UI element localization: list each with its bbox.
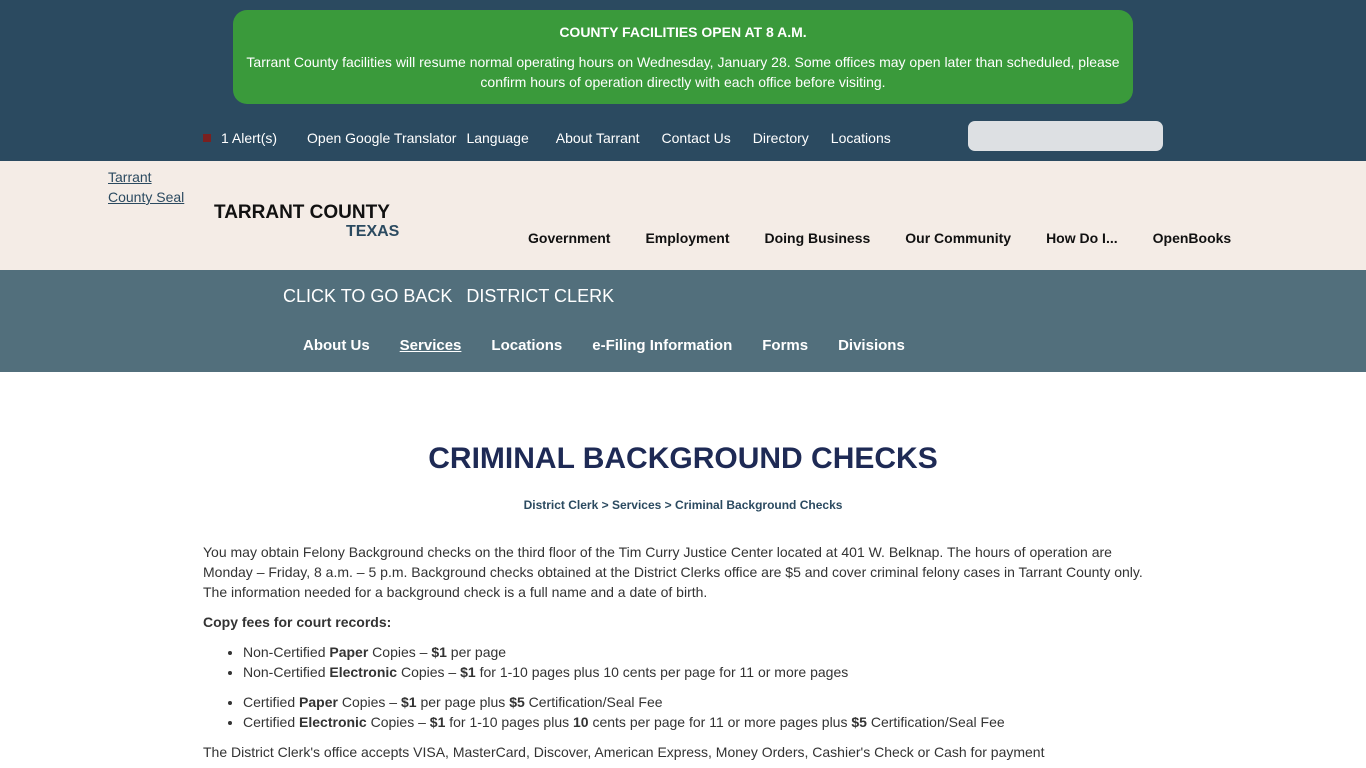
alert-banner xyxy=(233,10,1133,104)
subnav-about-us[interactable]: About Us xyxy=(303,337,370,354)
contact-us-link[interactable]: Contact Us xyxy=(661,130,731,146)
alert-title: COUNTY FACILITIES OPEN AT 8 A.M. xyxy=(559,24,807,40)
fees-heading: Copy fees for court records: xyxy=(203,614,392,630)
fee-list xyxy=(203,642,1163,682)
fee-item: • Certified Electronic Copies – $1 for 1-10 pages plus 10 cents per page for 11 or more pages plus $5 Certification/Seal Fee xyxy=(243,712,1163,732)
utility-nav xyxy=(203,130,891,146)
intro-paragraph: You may obtain Felony Background checks on the third floor of the Tim Curry Justice Center located at 401 W. Belknap. The hours of operation are Monday – Friday, 8 a.m. – 5 p.m. Background checks obtained at the District Clerks office are $5 and cover criminal felony cases in Tarrant County only. The information needed for a background check is a full name and a date of birth. xyxy=(203,544,1143,600)
fee-item: • Certified Paper Copies – $1 per page plus $5 Certification/Seal Fee xyxy=(243,692,1163,712)
department-nav xyxy=(303,337,905,354)
brand-header xyxy=(0,161,1366,270)
department-header xyxy=(0,270,1366,372)
nav-how-do-i[interactable]: How Do I... xyxy=(1046,230,1118,246)
nav-our-community[interactable]: Our Community xyxy=(905,230,1012,246)
subnav-services[interactable]: Services xyxy=(399,337,462,354)
breadcrumb-district-clerk[interactable]: District Clerk xyxy=(523,498,599,512)
breadcrumb-current: Criminal Background Checks xyxy=(675,498,843,512)
breadcrumb: District Clerk > Services > Criminal Background Checks xyxy=(523,498,843,512)
nav-openbooks[interactable]: OpenBooks xyxy=(1152,230,1232,246)
page-title: CRIMINAL BACKGROUND CHECKS xyxy=(428,442,938,475)
alerts-link[interactable]: 1 Alert(s) xyxy=(221,130,278,146)
top-banner xyxy=(0,0,1366,161)
nav-government[interactable]: Government xyxy=(528,230,611,246)
payment-paragraph: The District Clerk's office accepts VISA, MasterCard, Discover, American Express, Money Orders, Cashier's Check or Cash for payment xyxy=(203,744,1045,760)
main-nav xyxy=(528,230,1231,246)
page-content xyxy=(0,542,1366,762)
back-link[interactable]: CLICK TO GO BACK xyxy=(283,286,453,306)
nav-doing-business[interactable]: Doing Business xyxy=(764,230,871,246)
locations-link[interactable]: Locations xyxy=(830,130,891,146)
county-seal-link[interactable]: Tarrant County Seal xyxy=(108,169,185,205)
subnav-locations[interactable]: Locations xyxy=(491,337,563,354)
fee-list-certified xyxy=(203,692,1163,732)
subnav-forms[interactable]: Forms xyxy=(762,337,809,354)
alert-body: Tarrant County facilities will resume normal operating hours on Wednesday, January 28. Some offices may open later than scheduled, please confirm hours of operation directly with each office before visiting. xyxy=(246,54,1120,90)
search-input[interactable] xyxy=(968,121,1163,151)
about-tarrant-link[interactable]: About Tarrant xyxy=(555,130,640,146)
department-name: DISTRICT CLERK xyxy=(466,286,615,306)
fee-item: • Non-Certified Electronic Copies – $1 for 1-10 pages plus 10 cents per page for 11 or more pages xyxy=(243,662,1163,682)
translator-link[interactable]: Open Google Translator xyxy=(307,130,457,146)
subnav-efiling[interactable]: e-Filing Information xyxy=(592,337,733,354)
county-state: TEXAS xyxy=(346,223,400,240)
county-name: TARRANT COUNTY xyxy=(214,202,390,223)
fee-item: • Non-Certified Paper Copies – $1 per page xyxy=(243,642,1163,662)
language-link[interactable]: Language xyxy=(466,130,529,146)
subnav-divisions[interactable]: Divisions xyxy=(838,337,905,354)
alert-icon xyxy=(203,134,211,142)
directory-link[interactable]: Directory xyxy=(752,130,809,146)
nav-employment[interactable]: Employment xyxy=(645,230,730,246)
breadcrumb-services[interactable]: Services xyxy=(611,498,662,512)
